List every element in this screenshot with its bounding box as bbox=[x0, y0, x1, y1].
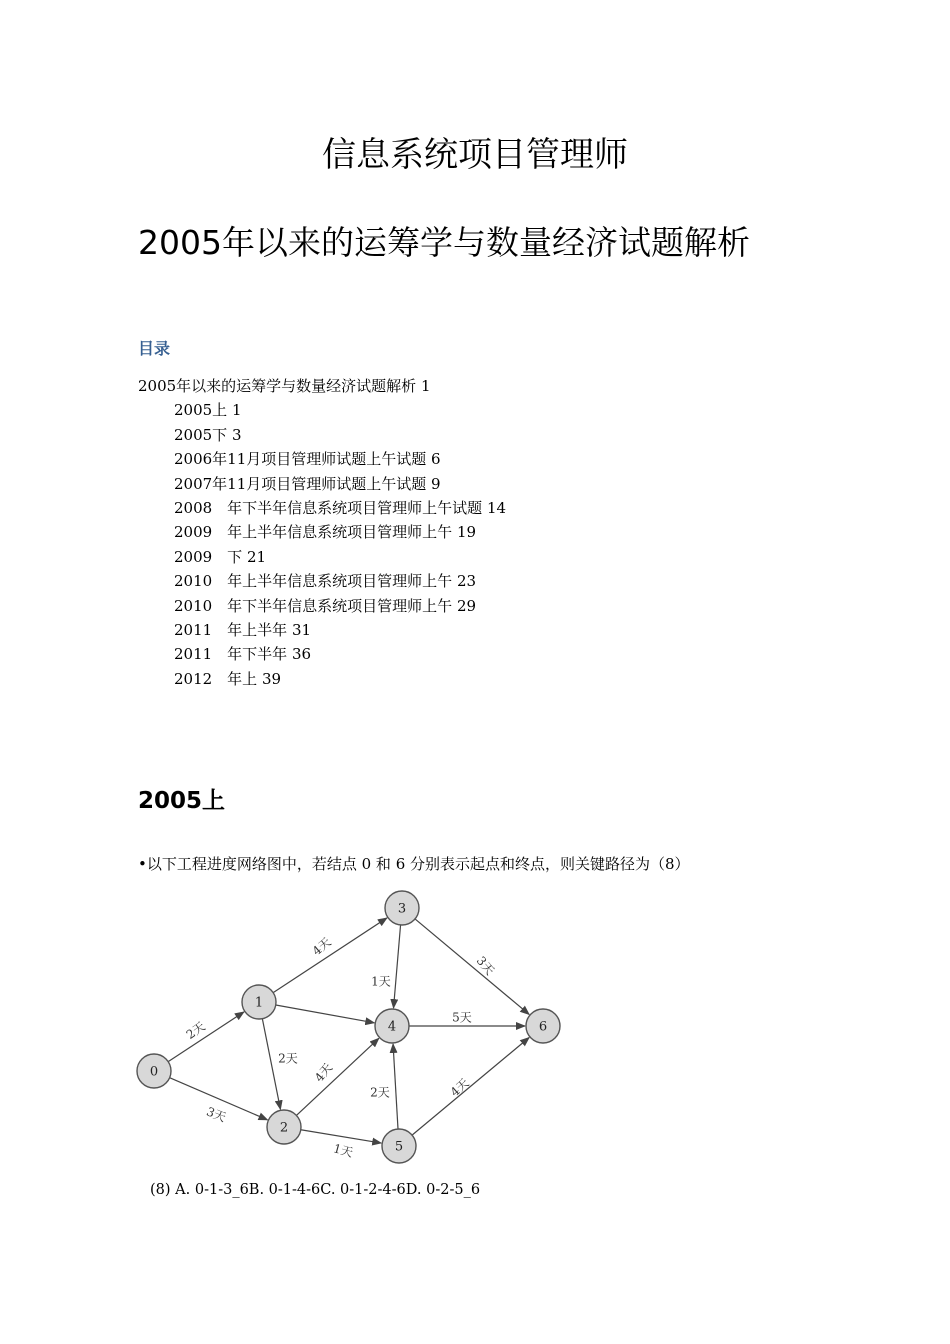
edge-arrow bbox=[394, 925, 401, 1008]
node-2 bbox=[267, 1110, 301, 1144]
table-of-contents bbox=[138, 374, 506, 691]
toc-item[interactable]: 2006年11月项目管理师试题上午试题 6 bbox=[174, 450, 441, 469]
edge-label: 2天 bbox=[183, 1019, 208, 1042]
edge-label: 4天 bbox=[447, 1075, 472, 1100]
edge-2-4 bbox=[296, 1038, 378, 1115]
edge-arrow bbox=[393, 1044, 398, 1129]
node-4 bbox=[375, 1009, 409, 1043]
node-1 bbox=[242, 985, 276, 1019]
edge-label: 5天 bbox=[452, 1010, 472, 1025]
edge-label: 3天 bbox=[473, 953, 498, 978]
edge-label: 3天 bbox=[204, 1104, 228, 1125]
edge-2-5 bbox=[301, 1130, 381, 1143]
edge-1-3 bbox=[273, 918, 387, 993]
toc-item[interactable]: 2010 年下半年信息系统项目管理师上午 29 bbox=[174, 596, 477, 615]
edge-arrow bbox=[296, 1038, 378, 1115]
node-label: 1 bbox=[254, 995, 264, 1011]
toc-item[interactable]: 2011 年上半年 31 bbox=[174, 621, 312, 640]
edge-arrow bbox=[168, 1012, 244, 1062]
toc-item[interactable]: 2007年11月项目管理师试题上午试题 9 bbox=[174, 474, 441, 493]
toc-item[interactable]: 2009 年上半年信息系统项目管理师上午 19 bbox=[174, 523, 477, 542]
toc-item[interactable]: 2005上 1 bbox=[174, 401, 242, 420]
edge-label: 2天 bbox=[370, 1085, 390, 1100]
toc-item[interactable]: 2005年以来的运筹学与数量经济试题解析 1 bbox=[138, 377, 431, 395]
edge-arrow bbox=[301, 1130, 381, 1143]
node-label: 5 bbox=[394, 1139, 404, 1155]
node-label: 0 bbox=[149, 1064, 159, 1080]
edge-0-1 bbox=[168, 1012, 244, 1062]
toc-item[interactable]: 2009 下 21 bbox=[174, 547, 267, 566]
toc-item[interactable]: 2008 年下半年信息系统项目管理师上午试题 14 bbox=[174, 499, 507, 518]
edge-arrow bbox=[273, 918, 387, 993]
toc-item[interactable]: 2012 年上 39 bbox=[174, 669, 282, 688]
question-text: •以下工程进度网络图中，若结点 0 和 6 分别表示起点和终点，则关键路径为（8） bbox=[138, 855, 690, 873]
node-label: 3 bbox=[397, 901, 407, 917]
toc-item[interactable]: 2011 年下半年 36 bbox=[174, 645, 312, 664]
toc-heading: 目录 bbox=[138, 339, 171, 358]
edge-arrow bbox=[276, 1005, 375, 1023]
section-heading: 2005上 bbox=[138, 788, 226, 814]
edge-label: 1天 bbox=[371, 974, 391, 989]
toc-item[interactable]: 2005下 3 bbox=[174, 425, 242, 444]
node-5 bbox=[382, 1129, 416, 1163]
node-label: 4 bbox=[387, 1019, 397, 1035]
edge-label: 2天 bbox=[278, 1051, 298, 1066]
document-subtitle: 2005年以来的运筹学与数量经济试题解析 bbox=[138, 223, 750, 262]
edge-label: 4天 bbox=[309, 934, 334, 959]
node-label: 2 bbox=[279, 1120, 289, 1136]
edge-3-6 bbox=[415, 919, 529, 1015]
edge-label: 1天 bbox=[331, 1141, 355, 1160]
node-0 bbox=[137, 1054, 171, 1088]
edge-arrow bbox=[415, 919, 529, 1015]
answer-options: (8) A. 0-1-3_6B. 0-1-4-6C. 0-1-2-4-6D. 0-2-5_6 bbox=[150, 1182, 481, 1198]
project-network-diagram bbox=[128, 885, 578, 1175]
toc-item[interactable]: 2010 年上半年信息系统项目管理师上午 23 bbox=[174, 572, 477, 591]
node-label: 6 bbox=[538, 1019, 548, 1035]
edge-label: 4天 bbox=[311, 1060, 336, 1085]
edge-1-4 bbox=[276, 1005, 375, 1023]
document-title: 信息系统项目管理师 bbox=[322, 135, 628, 175]
edge-3-4 bbox=[394, 925, 401, 1008]
node-3 bbox=[385, 891, 419, 925]
edge-5-4 bbox=[393, 1044, 398, 1129]
node-6 bbox=[526, 1009, 560, 1043]
